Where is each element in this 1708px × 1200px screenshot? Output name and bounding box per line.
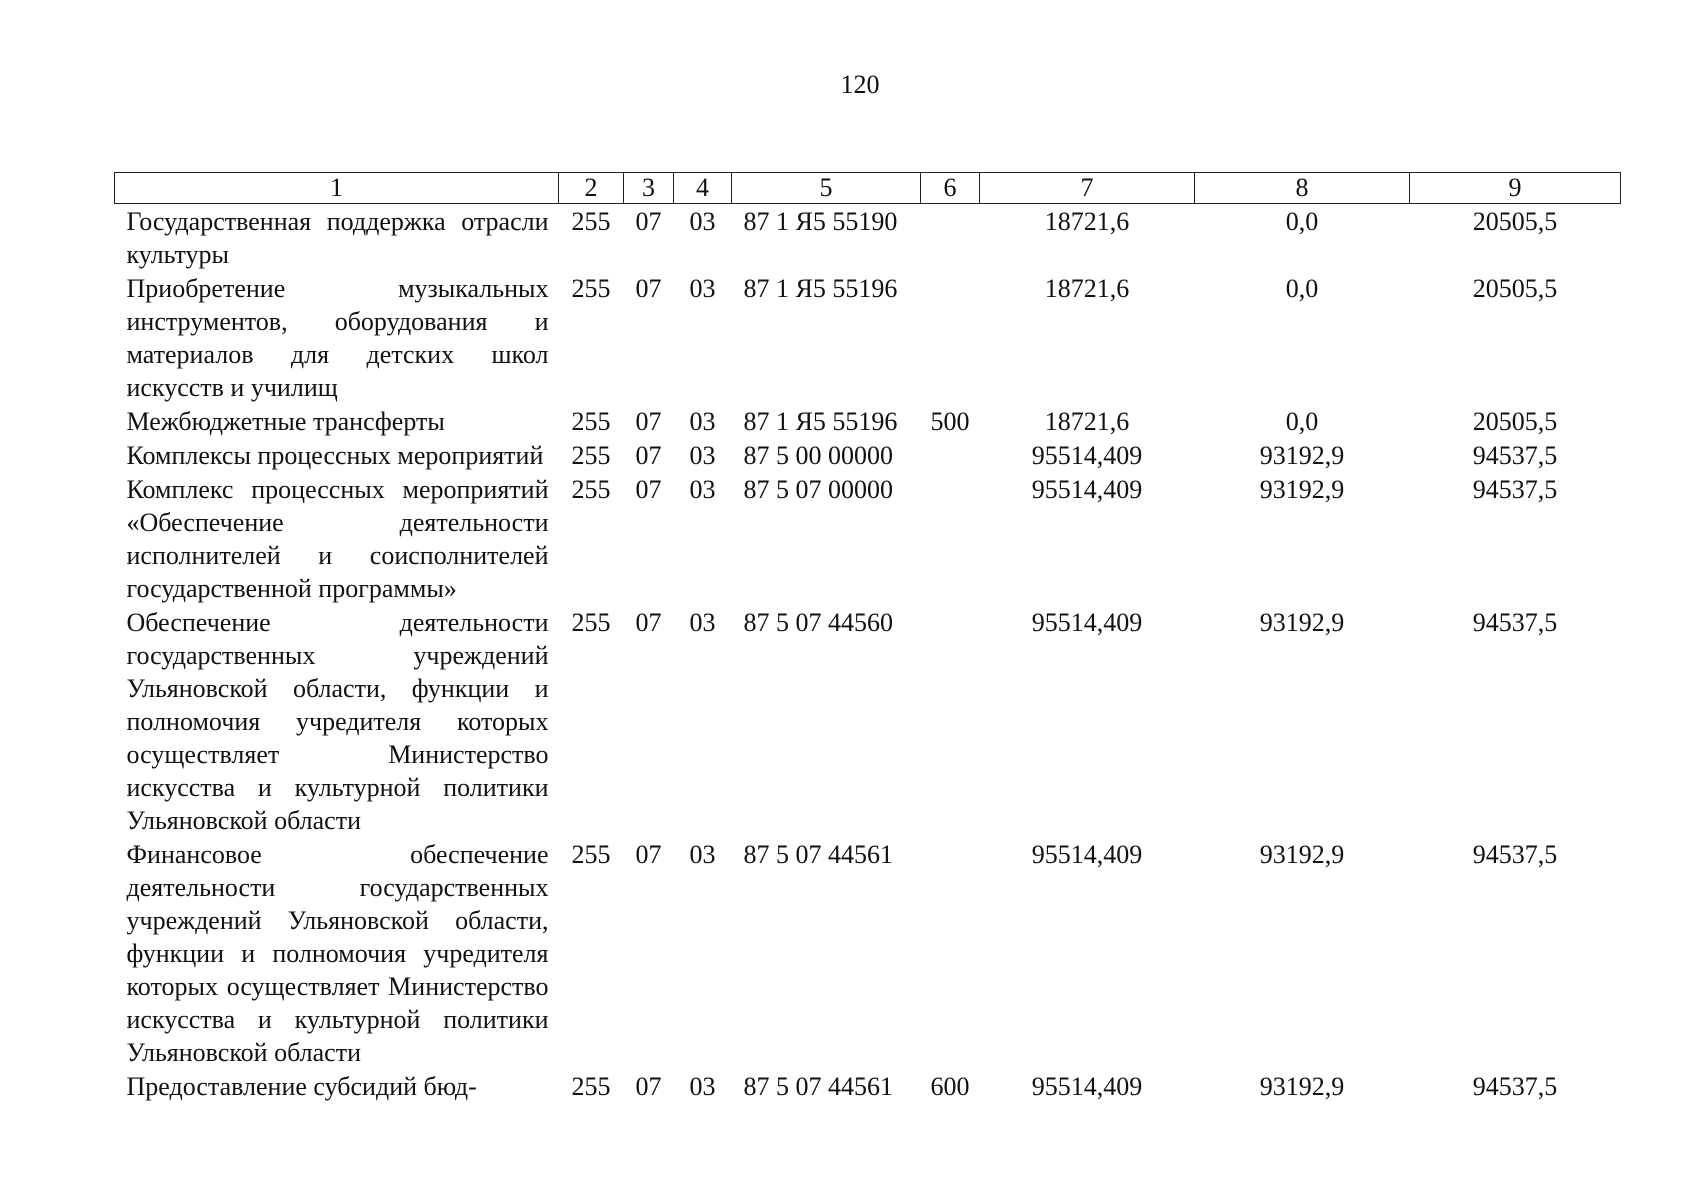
column-header: 5 (732, 173, 921, 204)
row-name: Обеспечение деятельности государственных учреждений Ульяновской области, функции и полномочия учредителя которых осуществляет Министерство искусства и культурной политики Ульяновской области (126, 608, 549, 835)
table-row (115, 438, 1621, 472)
row-name: Финансовое обеспечение деятельности государственных учреждений Ульяновской области, функции и полномочия учредителя которых осуществляет Министерство искусства и культурной политики Ульяновской области (126, 840, 549, 1067)
cell-col3: 07 (635, 1072, 662, 1101)
cell-col7: 95514,409 (1031, 608, 1143, 637)
cell-col4: 03 (689, 407, 716, 436)
column-header: 9 (1410, 173, 1621, 204)
cell-col3: 07 (635, 407, 662, 436)
cell-col6: 500 (930, 407, 970, 436)
cell-col3: 07 (635, 475, 662, 504)
cell-col2: 255 (571, 441, 611, 470)
cell-col6 (921, 472, 980, 605)
cell-col5: 87 5 07 44561 (743, 1072, 893, 1101)
cell-col5: 87 5 07 44561 (743, 840, 893, 869)
table-row (115, 271, 1621, 404)
row-name: Приобретение музыкальных инструментов, оборудования и материалов для детских школ искусств и училищ (126, 274, 549, 402)
cell-col3: 07 (635, 207, 662, 236)
table-row (115, 837, 1621, 1069)
cell-col7: 18721,6 (1044, 207, 1130, 236)
cell-col8: 93192,9 (1259, 475, 1345, 504)
cell-col4: 03 (689, 608, 716, 637)
cell-col2: 255 (571, 840, 611, 869)
cell-col8: 93192,9 (1259, 608, 1345, 637)
cell-col9: 94537,5 (1472, 608, 1558, 637)
cell-col7: 95514,409 (1031, 475, 1143, 504)
cell-col6 (921, 271, 980, 404)
cell-col8: 0,0 (1285, 274, 1319, 303)
column-header: 6 (921, 173, 980, 204)
row-name: Межбюджетные трансферты (126, 407, 445, 436)
column-header: 3 (624, 173, 674, 204)
table-row (115, 204, 1621, 272)
cell-col6 (921, 438, 980, 472)
cell-col9: 94537,5 (1472, 840, 1558, 869)
cell-col4: 03 (689, 1072, 716, 1101)
cell-col4: 03 (689, 274, 716, 303)
row-name: Предоставление субсидий бюд- (126, 1072, 477, 1101)
cell-col2: 255 (571, 274, 611, 303)
row-name: Комплекс процессных мероприятий «Обеспечение деятельности исполнителей и соисполнителей государственной программы» (126, 475, 549, 603)
cell-col2: 255 (571, 475, 611, 504)
cell-col2: 255 (571, 1072, 611, 1101)
cell-col3: 07 (635, 441, 662, 470)
cell-col4: 03 (689, 207, 716, 236)
cell-col6 (921, 605, 980, 837)
cell-col5: 87 5 07 00000 (743, 475, 893, 504)
cell-col9: 20505,5 (1472, 407, 1558, 436)
cell-col5: 87 1 Я5 55190 (743, 207, 898, 236)
header-row (115, 173, 1621, 204)
cell-col4: 03 (689, 475, 716, 504)
cell-col9: 94537,5 (1472, 1072, 1558, 1101)
cell-col7: 18721,6 (1044, 274, 1130, 303)
cell-col7: 95514,409 (1031, 840, 1143, 869)
cell-col7: 95514,409 (1031, 1072, 1143, 1101)
column-header: 1 (115, 173, 559, 204)
cell-col7: 18721,6 (1044, 407, 1130, 436)
cell-col8: 0,0 (1285, 207, 1319, 236)
cell-col3: 07 (635, 840, 662, 869)
cell-col5: 87 5 00 00000 (743, 441, 893, 470)
cell-col9: 94537,5 (1472, 475, 1558, 504)
table-row (115, 404, 1621, 438)
cell-col4: 03 (689, 441, 716, 470)
cell-col8: 93192,9 (1259, 840, 1345, 869)
cell-col6 (921, 204, 980, 272)
cell-col4: 03 (689, 840, 716, 869)
cell-col9: 20505,5 (1472, 207, 1558, 236)
cell-col5: 87 1 Я5 55196 (743, 274, 898, 303)
table-row (115, 1069, 1621, 1103)
cell-col6: 600 (930, 1072, 970, 1101)
column-header: 4 (674, 173, 732, 204)
column-header: 8 (1195, 173, 1410, 204)
cell-col8: 93192,9 (1259, 1072, 1345, 1101)
cell-col2: 255 (571, 407, 611, 436)
row-name: Государственная поддержка отрасли культуры (126, 207, 549, 269)
cell-col8: 93192,9 (1259, 441, 1345, 470)
page-number: 120 (840, 70, 880, 99)
cell-col3: 07 (635, 274, 662, 303)
cell-col2: 255 (571, 207, 611, 236)
table-row (115, 472, 1621, 605)
cell-col6 (921, 837, 980, 1069)
column-header: 2 (559, 173, 624, 204)
cell-col5: 87 5 07 44560 (743, 608, 893, 637)
column-header: 7 (980, 173, 1195, 204)
row-name: Комплексы процессных мероприятий (126, 441, 544, 470)
cell-col9: 94537,5 (1472, 441, 1558, 470)
cell-col9: 20505,5 (1472, 274, 1558, 303)
table-row (115, 605, 1621, 837)
cell-col7: 95514,409 (1031, 441, 1143, 470)
cell-col3: 07 (635, 608, 662, 637)
cell-col5: 87 1 Я5 55196 (743, 407, 898, 436)
cell-col8: 0,0 (1285, 407, 1319, 436)
cell-col2: 255 (571, 608, 611, 637)
budget-table (114, 172, 1621, 1103)
